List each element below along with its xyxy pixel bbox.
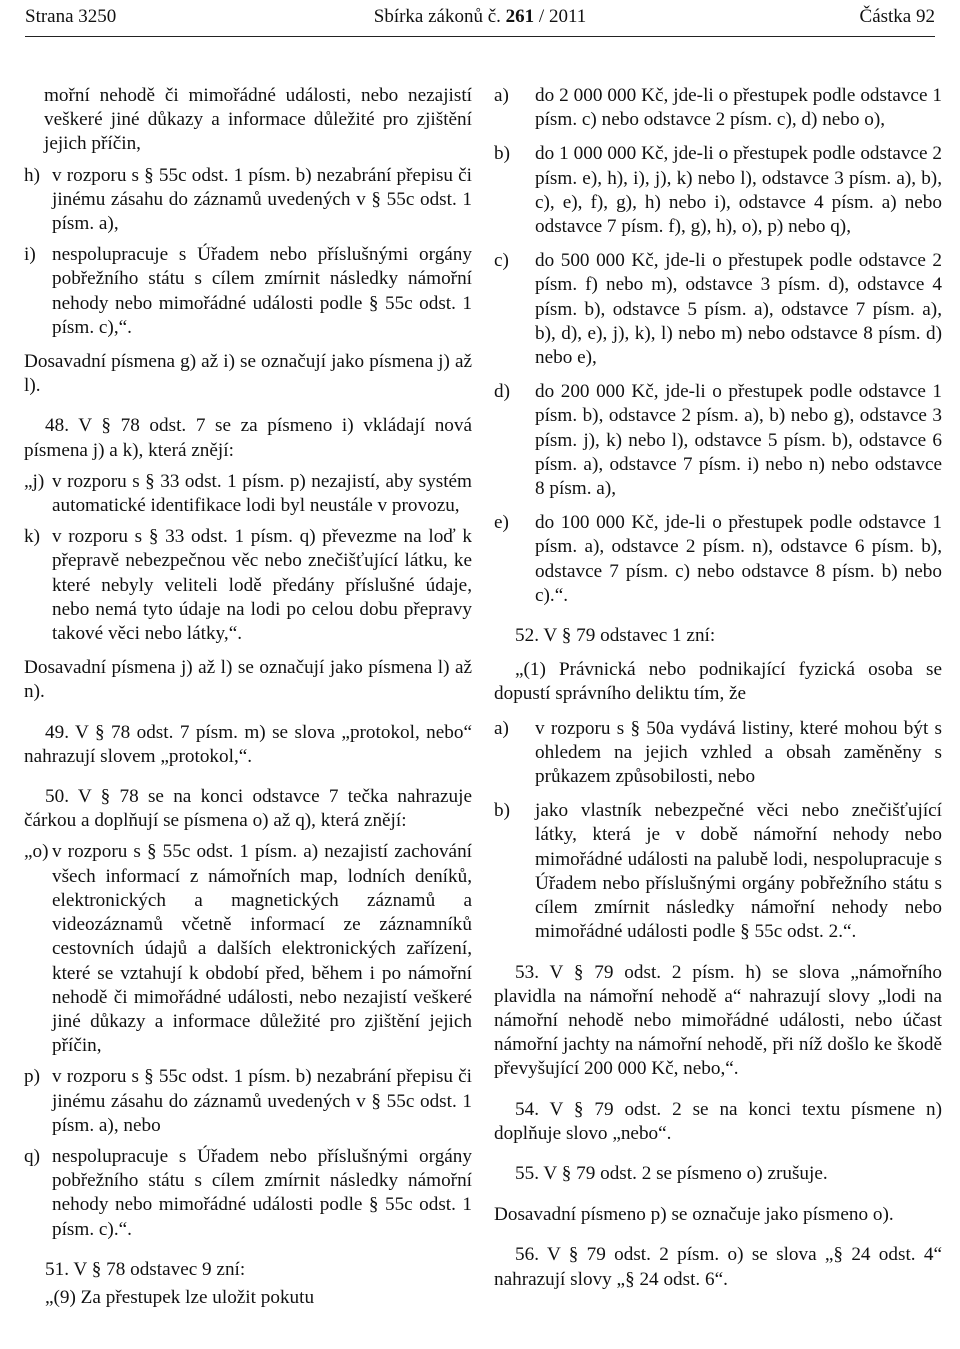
collection-title — [374, 5, 586, 29]
left-column — [24, 84, 472, 1310]
part-number: Částka 92 — [859, 6, 935, 27]
item-label: b) — [494, 800, 510, 822]
penalty-item-e — [494, 511, 942, 608]
penalty-item-b — [494, 142, 942, 239]
list-item-p — [24, 1065, 472, 1138]
renumbering-note: Dosavadní písmeno p) se označuje jako písmeno o). — [494, 1204, 894, 1226]
point-48: 48. V § 78 odst. 7 se za písmeno i) vkládají nová písmena j) a k), která znějí: — [24, 415, 472, 461]
item-label: k) — [24, 526, 40, 548]
point-53: 53. V § 79 odst. 2 písm. h) se slova „námořního plavidla na námořní nehodě a“ nahrazují slovy „lodi na námořní nehodě nebo mimořádné události, nebo účast námořní jachty na námořní nehodě, při níž došlo ke škodě převyšující 200 000 Kč, nebo,“. — [494, 961, 942, 1080]
item-label: h) — [24, 164, 40, 186]
item-text: do 100 000 Kč, jde-li o přestupek podle odstavce 1 písm. a), odstavce 2 písm. n), odstavce 6 písm. b), odstavce 7 písm. c) nebo odstavce 8 písm. b) nebo c).“. — [535, 512, 942, 606]
item-text: do 1 000 000 Kč, jde-li o přestupek podle odstavce 2 písm. e), h), i), j), k) nebo l), odstavce 3 písm. a), b), c), e), f), g), h) nebo i), odstavce 4 písm. a) nebo odstavce 7 písm. f), g), h), o), p) nebo q), — [535, 143, 942, 238]
item-text: do 500 000 Kč, jde-li o přestupek podle odstavce 2 písm. f) nebo m), odstavce 3 písm. d), odstavce 4 písm. b), odstavce 5 písm. a), odstavce 7 písm. a), b), d), e), j), k), l) nebo m) nebo odstavce 8 písm. d) nebo e), — [535, 250, 942, 369]
item-label: e) — [494, 512, 509, 534]
point-52: 52. V § 79 odstavec 1 zní: — [515, 625, 716, 647]
item-label: i) — [24, 244, 36, 266]
item-label: p) — [24, 1066, 40, 1088]
point-51: 51. V § 78 odstavec 9 zní: — [45, 1258, 246, 1280]
list-item-o — [24, 840, 472, 1058]
item-label: c) — [494, 250, 509, 272]
item-text: v rozporu s § 55c odst. 1 písm. b) nezabrání přepisu či jinému zásahu do záznamů uvedených v § 55c odst. 1 písm. a), nebo — [52, 1066, 472, 1136]
law-year: / 2011 — [538, 6, 587, 27]
penalty-item-a — [494, 84, 942, 132]
item-label: q) — [24, 1145, 40, 1167]
delict-item-b — [494, 799, 942, 944]
penalty-item-c — [494, 249, 942, 370]
continuation-text: mořní nehodě či mimořádné události, nebo nezajistí veškeré jiné důkazy a informace důležité pro zjištění jejich příčin, — [44, 85, 472, 155]
item-text: v rozporu s § 33 odst. 1 písm. p) nezajistí, aby systém automatické identifikace lodi byl neustále v provozu, — [52, 470, 472, 517]
item-label: „j) — [24, 470, 45, 492]
law-number: 261 — [505, 6, 535, 27]
list-item-j — [24, 470, 472, 518]
item-label: a) — [494, 717, 509, 739]
point-51-quote: „(9) Za přestupek lze uložit pokutu — [45, 1286, 315, 1308]
header-divider — [25, 36, 935, 37]
point-54: 54. V § 79 odst. 2 se na konci textu písmene n) doplňuje slovo „nebo“. — [494, 1098, 942, 1144]
item-text: v rozporu s § 33 odst. 1 písm. q) převezme na loď k přepravě nebezpečnou věc nebo znečišťující látku, ke které nebyly veliteli lodě předány příslušné údaje, nebo nemá tyto údaje na lodi po celou dobu přepravy takové věci nebo látky,“. — [52, 526, 472, 645]
page-number: Strana 3250 — [25, 6, 117, 27]
point-56: 56. V § 79 odst. 2 písm. o) se slova „§ 24 odst. 4“ nahrazují slovy „§ 24 odst. 6“. — [494, 1244, 942, 1290]
item-text: v rozporu s § 55c odst. 1 písm. a) nezajistí zachování všech informací z námořních map, lodních deníků, elektronických a magnetických záznamů a videozáznamů včetně informací ze záznamníků cestovních údajů a dalších elektronických zařízení, které se vztahují k období před, během i po námořní nehodě či mimořádné události, nebo nezajistí veškeré jiné důkazy a informace důležité pro zjištění jejich příčin, — [52, 841, 472, 1057]
item-label: a) — [494, 85, 509, 106]
renumbering-note: Dosavadní písmena j) až l) se označují jako písmena l) až n). — [24, 657, 472, 703]
list-item-k — [24, 525, 472, 646]
item-label: d) — [494, 381, 510, 403]
point-50: 50. V § 78 se na konci odstavce 7 tečka nahrazuje čárkou a doplňují se písmena o) až q), která znějí: — [24, 786, 472, 832]
item-label: „o) — [24, 841, 49, 863]
renumbering-note: Dosavadní písmena g) až i) se označují jako písmena j) až l). — [24, 351, 472, 397]
item-label: b) — [494, 143, 510, 165]
item-text: do 200 000 Kč, jde-li o přestupek podle odstavce 1 písm. b), odstavce 2 písm. a), b) nebo g), odstavce 3 písm. j), k) nebo l), odstavce 5 písm. b), odstavce 6 písm. a), odstavce 7 písm. i) nebo n) nebo odstavce 8 písm. a), — [535, 381, 942, 500]
item-text: v rozporu s § 55c odst. 1 písm. b) nezabrání přepisu či jinému zásahu do záznamů uvedených v § 55c odst. 1 písm. a), — [52, 164, 472, 235]
item-text: nespolupracuje s Úřadem nebo příslušnými orgány pobřežního státu s cílem zmírnit následky námořní nehody nebo mimořádné události podle § 55c odst. 1 písm. c).“. — [52, 1145, 472, 1240]
item-text: do 2 000 000 Kč, jde-li o přestupek podle odstavce 1 písm. c) nebo odstavce 2 písm. c), d) nebo o), — [535, 85, 942, 131]
item-text: nespolupracuje s Úřadem nebo příslušnými orgány pobřežního státu s cílem zmírnit následky námořní nehody nebo mimořádné události podle § 55c odst. 1 písm. c),“. — [52, 244, 472, 338]
list-item-h — [24, 164, 472, 237]
delict-item-a — [494, 717, 942, 790]
list-item-q — [24, 1145, 472, 1242]
item-text: v rozporu s § 50a vydává listiny, které mohou být s ohledem na jejich vzhled a obsah zaměněny s průkazem způsobilosti, nebo — [535, 717, 942, 788]
right-column — [494, 84, 942, 1292]
point-55: 55. V § 79 odst. 2 se písmeno o) zrušuje. — [515, 1162, 828, 1184]
item-text: jako vlastník nebezpečné věci nebo znečišťující látky, která je v době námořní nehody nebo mimořádné události na palubě lodi, nespolupracuje s Úřadem nebo příslušnými orgány pobřežního státu s cílem zmírnit následky námořní nehody nebo mimořádné události podle § 55c odst. 2.“. — [535, 800, 942, 943]
point-49: 49. V § 78 odst. 7 písm. m) se slova „protokol, nebo“ nahrazují slovem „protokol,“. — [24, 721, 472, 767]
point-52-quote: „(1) Právnická nebo podnikající fyzická osoba se dopustí správního deliktu tím, že — [494, 659, 942, 705]
page-header — [25, 5, 935, 31]
penalty-item-d — [494, 380, 942, 501]
collection-prefix: Sbírka zákonů č. — [373, 6, 501, 27]
list-item-i — [24, 243, 472, 340]
